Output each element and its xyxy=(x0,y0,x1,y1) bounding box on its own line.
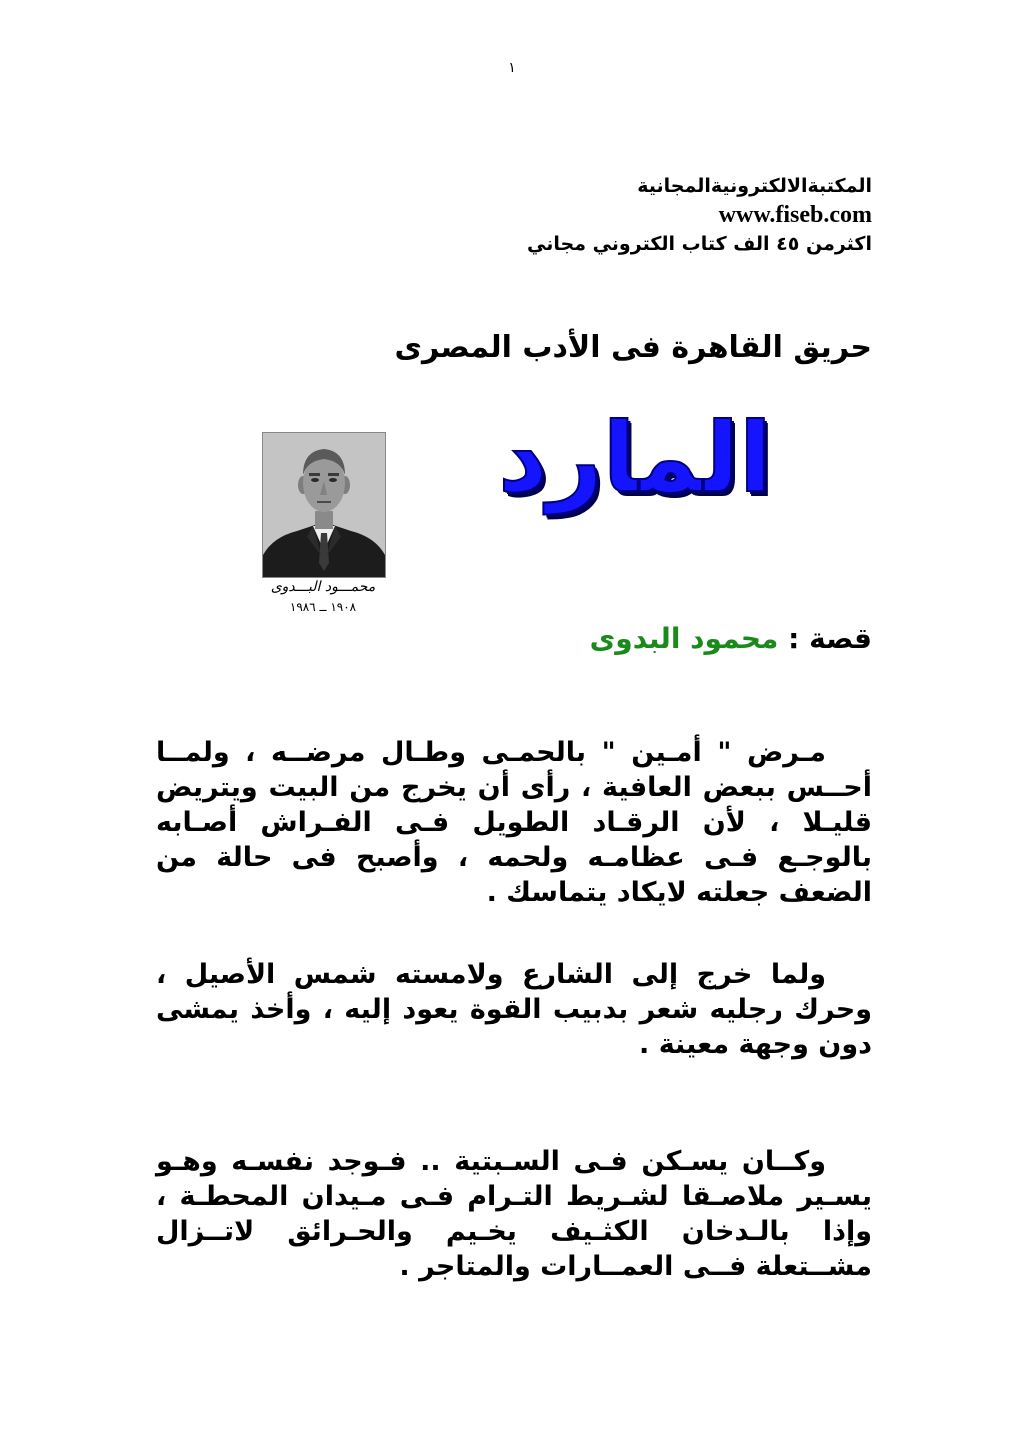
collection-title: حريق القاهرة فى الأدب المصرى xyxy=(394,330,872,365)
body-paragraph-3: وكــان يسـكن فـى السـبتية .. فـوجد نفسـه وهـو يسـير ملاصـقا لشـريط التـرام فـى مـيدان المحطـة ، وإذا بالـدخان الكثـيف يخـيم والحـرائق لاتــزال مشــتعلة فــى العمــارات والمتاجر . xyxy=(156,1146,872,1282)
portrait-image xyxy=(263,433,385,577)
portrait-caption-years: ١٩٠٨ ــ ١٩٨٦ xyxy=(289,600,357,614)
author-label: قصة : xyxy=(788,622,872,655)
library-header xyxy=(352,172,872,258)
body-paragraph-1: مـرض " أمـين " بالحمـى وطـال مرضــه ، ولمــا أحــس ببعض العافية ، رأى أن يخرج من البيت ويتريض قليـلا ، لأن الرقـاد الطويل فـى الفـراش أصـابه بالوجـع فـى عظامـه ولحمه ، وأصبح فى حالة من الضعف جعلته لايكاد يتماسك . xyxy=(156,737,872,908)
portrait-caption-name: محمـــود البـــدوى xyxy=(270,579,376,595)
author-line xyxy=(590,622,872,655)
author-name: محمود البدوى xyxy=(589,622,779,655)
library-url[interactable]: www.fiseb.com xyxy=(718,202,872,228)
author-portrait xyxy=(262,432,386,578)
story-title: المارد xyxy=(498,401,772,514)
library-tagline: اكثرمن ٤٥ الف كتاب الكتروني مجاني xyxy=(527,233,872,255)
page-number: ١ xyxy=(508,60,516,76)
library-name: المكتبةالالكترونيةالمجانية xyxy=(637,175,872,197)
body-paragraph-2: ولما خرج إلى الشارع ولامسته شمس الأصيل ، وحرك رجليه شعر بدبيب القوة يعود إليه ، وأخذ يمشى دون وجهة معينة . xyxy=(156,959,872,1060)
